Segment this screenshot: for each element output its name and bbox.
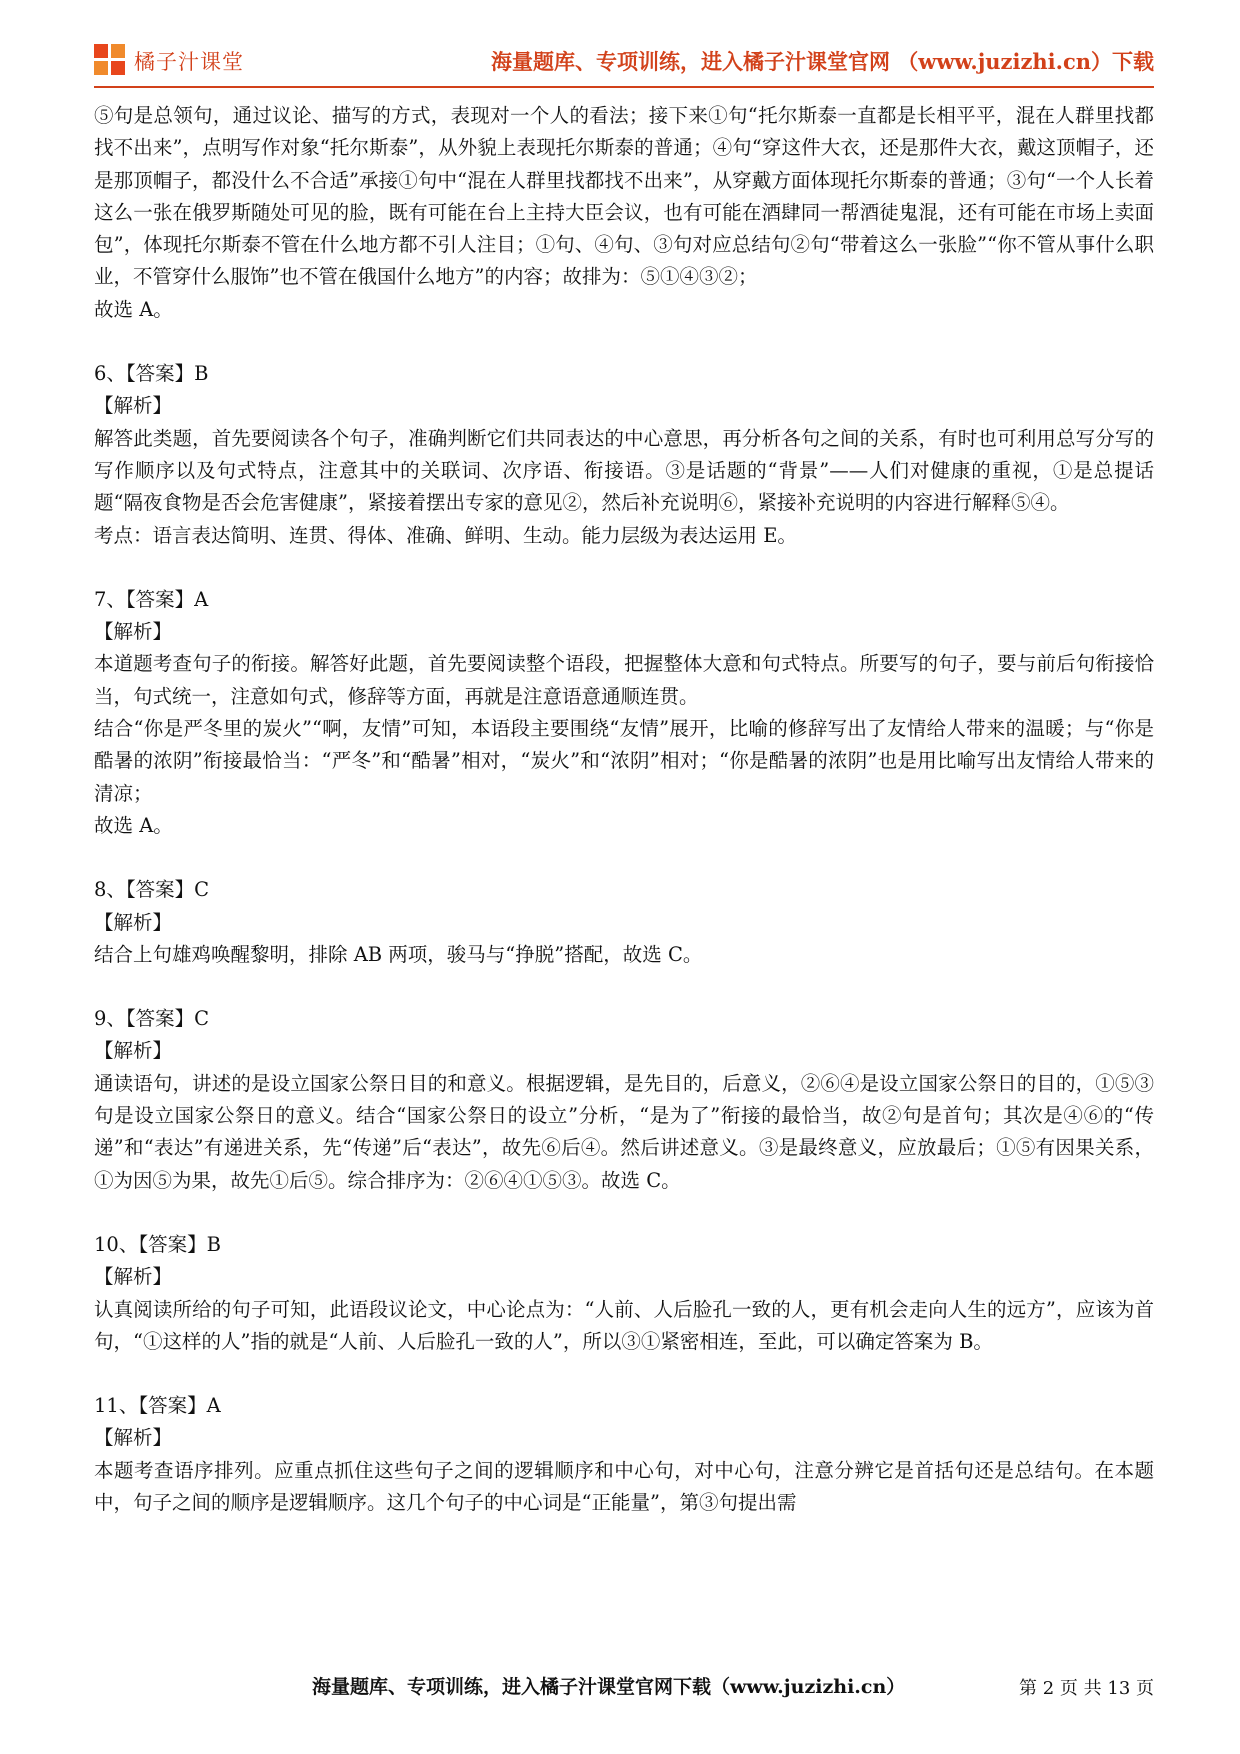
- analysis-paragraph: 本道题考查句子的衔接。解答好此题，首先要阅读整个语段，把握整体大意和句式特点。所要写的句子，要与前后句衔接恰当，句式统一，注意如句式，修辞等方面，再就是注意语意通顺连贯。: [94, 652, 1154, 708]
- analysis-label: 【解析】: [94, 1039, 173, 1063]
- analysis-paragraph: 考点：语言表达简明、连贯、得体、准确、鲜明、生动。能力层级为表达运用 E。: [94, 523, 797, 547]
- analysis-paragraph: 结合“你是严冬里的炭火”“啊，友情”可知，本语段主要围绕“友情”展开，比喻的修辞写出了友情给人带来的温暖；与“你是酷暑的浓阴”衔接最恰当：“严冬”和“酷暑”相对，“炭火”和“浓阴”相对；“你是酷暑的浓阴”也是用比喻写出友情给人带来的清凉；: [94, 717, 1154, 805]
- answer-heading: 6、【答案】B: [94, 362, 209, 386]
- analysis-paragraph: 故选 A。: [94, 813, 173, 837]
- orange-grid-logo-icon: [94, 44, 126, 76]
- brand-name: 橘子汁课堂: [134, 50, 244, 74]
- analysis-paragraph: 解答此类题，首先要阅读各个句子，准确判断它们共同表达的中心意思，再分析各句之间的关系，有时也可利用总写分写的写作顺序以及句式特点，注意其中的关联词、次序语、衔接语。③是话题的“背景”——人们对健康的重视，①是总提话题“隔夜食物是否会危害健康”，紧接着摆出专家的意见②，然后补充说明⑥，紧接补充说明的内容进行解释⑤④。: [94, 426, 1154, 515]
- question-6: [94, 358, 1154, 552]
- page-number: 第 2 页 共 13 页: [1019, 1678, 1154, 1699]
- analysis-paragraph: 认真阅读所给的句子可知，此语段议论文，中心论点为：“人前、人后脸孔一致的人，更有机会走向人生的远方”，应该为首句，“①这样的人”指的就是“人前、人后脸孔一致的人”，所以③①紧密相连，至此，可以确定答案为 B。: [94, 1297, 1154, 1353]
- answer-heading: 7、【答案】A: [94, 587, 209, 611]
- analysis-label: 【解析】: [94, 394, 173, 418]
- intro-conclusion: 故选 A。: [94, 297, 173, 321]
- page-footer: [94, 1672, 1154, 1702]
- answer-heading: 9、【答案】C: [94, 1007, 210, 1031]
- question-11: [94, 1390, 1154, 1519]
- intro-paragraph: ⑤句是总领句，通过议论、描写的方式，表现对一个人的看法；接下来①句“托尔斯泰一直都是长相平平，混在人群里找都找不出来”，点明写作对象“托尔斯泰”，从外貌上表现托尔斯泰的普通；④句“穿这件大衣，还是那件大衣，戴这顶帽子，还是那顶帽子，都没什么不合适”承接①句中“混在人群里找都找不出来”，从穿戴方面体现托尔斯泰的普通；③句“一个人长着这么一张在俄罗斯随处可见的脸，既有可能在台上主持大臣会议，也有可能在酒肆同一帮酒徒鬼混，还有可能在市场上卖面包”，体现托尔斯泰不管在什么地方都不引人注目；①句、④句、③句对应总结句②句“带着这么一张脸”“你不管从事什么职业，不管穿什么服饰”也不管在俄国什么地方”的内容；故排为：⑤①④③②；: [94, 104, 1154, 289]
- analysis-paragraph: 通读语句，讲述的是设立国家公祭日目的和意义。根据逻辑，是先目的，后意义，②⑥④是设立国家公祭日的目的，①⑤③句是设立国家公祭日的意义。结合“国家公祭日的设立”分析，“是为了”衔接的最恰当，故②句是首句；其次是④⑥的“传递”和“表达”有递进关系，先“传递”后“表达”，故先⑥后④。然后讲述意义。③是最终意义，应放最后；①⑤有因果关系，①为因⑤为果，故先①后⑤。综合排序为：②⑥④①⑤③。故选 C。: [94, 1071, 1154, 1192]
- intro-section: [94, 100, 1154, 326]
- analysis-label: 【解析】: [94, 1265, 173, 1289]
- question-7: [94, 584, 1154, 842]
- analysis-label: 【解析】: [94, 910, 173, 934]
- question-8: [94, 874, 1154, 971]
- header-tagline-link[interactable]: 海量题库、专项训练，进入橘子汁课堂官网 （www.juzizhi.cn）下载: [490, 49, 1154, 74]
- analysis-label: 【解析】: [94, 1426, 173, 1450]
- question-9: [94, 1003, 1154, 1197]
- header-divider: [94, 86, 1154, 88]
- analysis-paragraph: 结合上句雄鸡唤醒黎明，排除 AB 两项，骏马与“挣脱”搭配，故选 C。: [94, 942, 703, 966]
- answer-heading: 8、【答案】C: [94, 878, 210, 902]
- answer-heading: 10、【答案】B: [94, 1232, 221, 1256]
- analysis-paragraph: 本题考查语序排列。应重点抓住这些句子之间的逻辑顺序和中心句，对中心句，注意分辨它是首括句还是总结句。在本题中，句子之间的顺序是逻辑顺序。这几个句子的中心词是“正能量”，第③句提出需: [94, 1458, 1154, 1514]
- document-body: [94, 100, 1154, 1519]
- analysis-label: 【解析】: [94, 620, 173, 644]
- footer-link[interactable]: 海量题库、专项训练，进入橘子汁课堂官网下载（www.juzizhi.cn）: [312, 1676, 906, 1698]
- question-10: [94, 1229, 1154, 1358]
- page-header: [94, 40, 1154, 84]
- answer-heading: 11、【答案】A: [94, 1394, 221, 1418]
